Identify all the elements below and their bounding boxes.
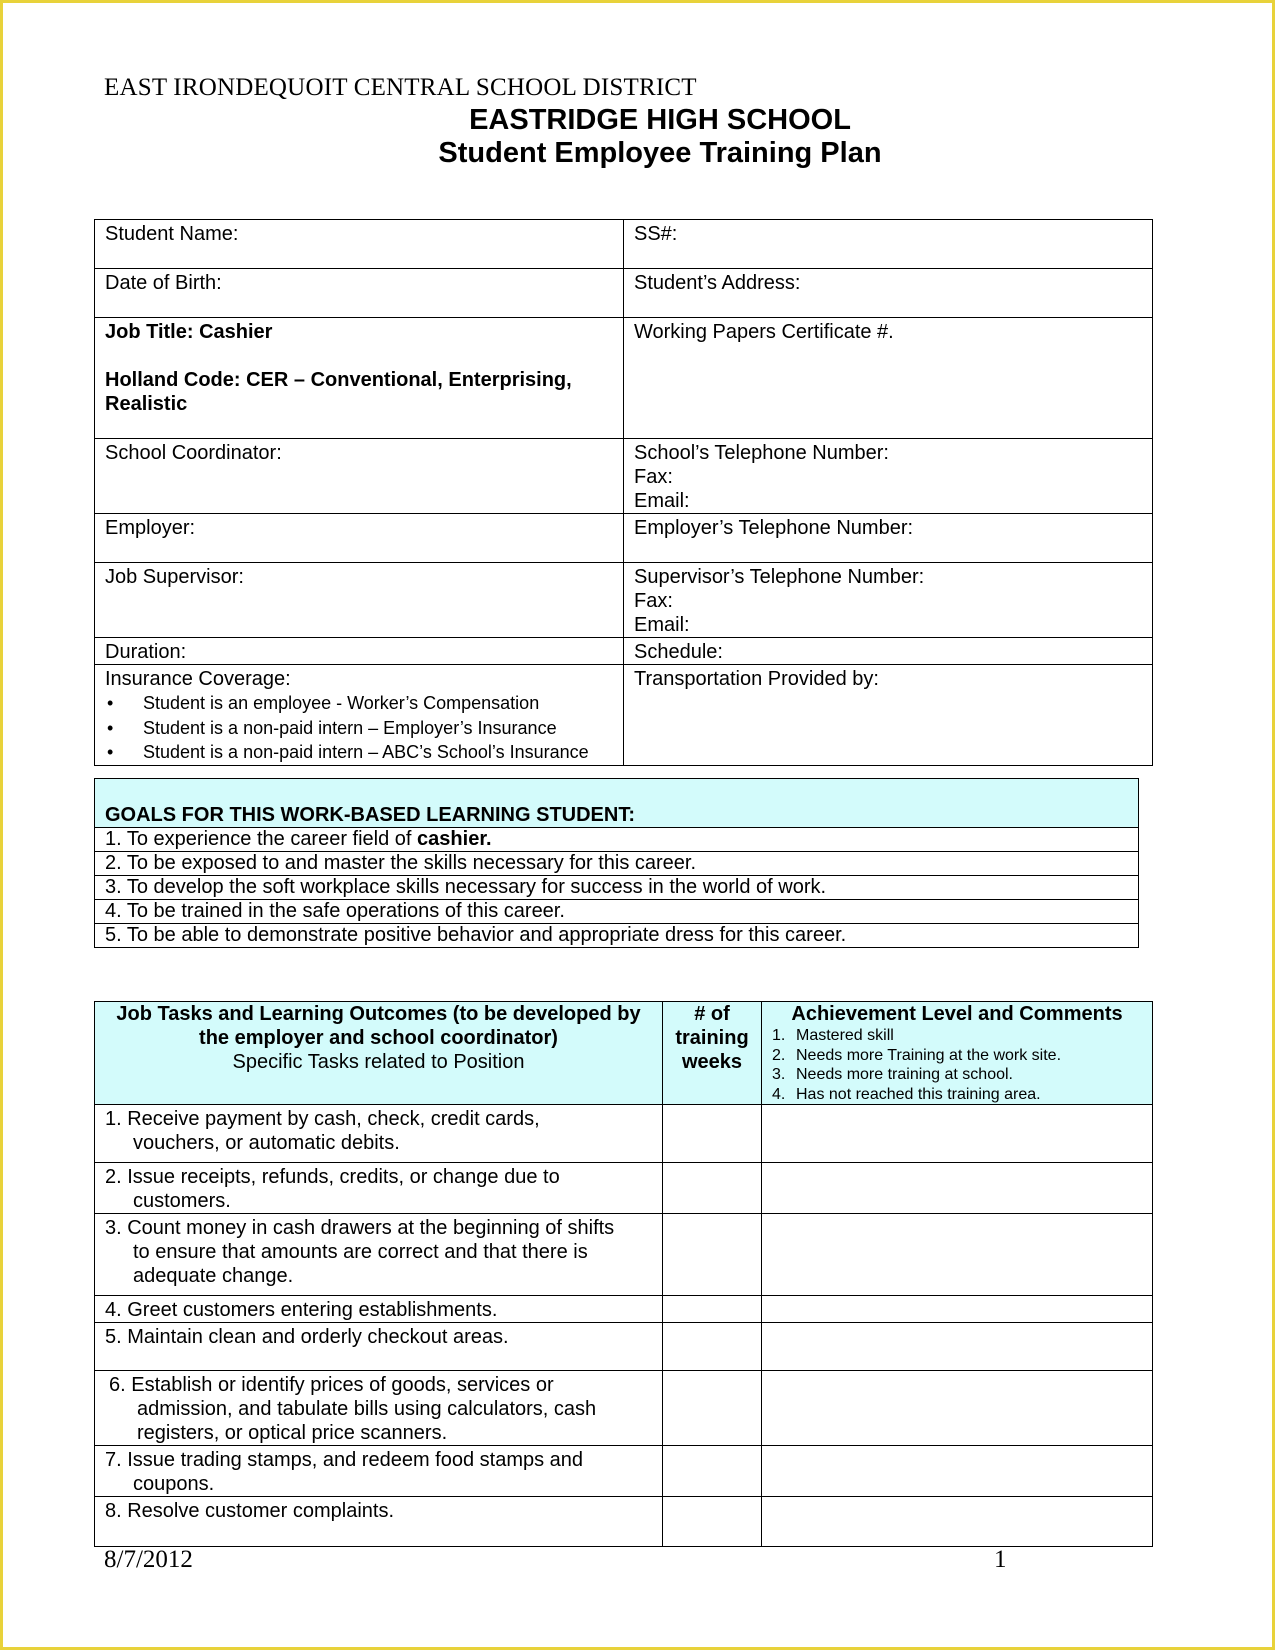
task-cell (95, 1163, 663, 1214)
insurance-options (105, 691, 613, 765)
weeks-input-cell[interactable] (663, 1296, 762, 1323)
task-text-continued: to ensure that amounts are correct and that there is adequate change. (133, 1241, 588, 1287)
task-text: 3. Count money in cash drawers at the beginning of shifts (105, 1217, 615, 1239)
task-text: 6. Establish or identify prices of goods, services or (109, 1374, 554, 1396)
insurance-option[interactable]: • Student is a non-paid intern – ABC’s School’s Insurance (105, 740, 613, 765)
supervisor-field[interactable]: Job Supervisor: (95, 563, 624, 638)
job-title: Job Title: Cashier (105, 321, 273, 343)
working-papers-field[interactable]: Working Papers Certificate #. (624, 318, 1153, 439)
goal-item: 5. To be able to demonstrate positive behavior and appropriate dress for this career. (95, 924, 1139, 948)
job-tasks-table (94, 1001, 1153, 1547)
page-number: 1 (994, 1546, 1007, 1573)
task-text: 8. Resolve customer complaints. (105, 1500, 395, 1522)
achievement-header-title: Achievement Level and Comments (791, 1003, 1123, 1025)
supervisor-email-label: Email: (634, 614, 690, 636)
level-number: 4. (772, 1085, 786, 1103)
comments-input-cell[interactable] (762, 1446, 1153, 1497)
weeks-input-cell[interactable] (663, 1323, 762, 1371)
comments-input-cell[interactable] (762, 1163, 1153, 1214)
tasks-column-header (95, 1002, 663, 1105)
weeks-input-cell[interactable] (663, 1214, 762, 1296)
task-cell (95, 1497, 663, 1547)
job-info-cell (95, 318, 624, 439)
task-text-continued: coupons. (133, 1473, 215, 1495)
task-text-continued: vouchers, or automatic debits. (133, 1132, 400, 1154)
school-name: EASTRIDGE HIGH SCHOOL (469, 104, 851, 136)
task-text: 1. Receive payment by cash, check, credit cards, (105, 1108, 540, 1130)
insurance-option[interactable]: • Student is an employee - Worker’s Compensation (105, 691, 613, 716)
achievement-level (772, 1046, 1152, 1066)
task-text: 5. Maintain clean and orderly checkout areas. (105, 1326, 509, 1348)
footer-date: 8/7/2012 (104, 1546, 193, 1573)
employer-field[interactable]: Employer: (95, 514, 624, 563)
comments-input-cell[interactable] (762, 1105, 1153, 1163)
weeks-input-cell[interactable] (663, 1105, 762, 1163)
achievement-level (772, 1026, 1152, 1046)
comments-input-cell[interactable] (762, 1214, 1153, 1296)
document-title: Student Employee Training Plan (438, 137, 882, 169)
dob-field[interactable]: Date of Birth: (95, 269, 624, 318)
goal-1-career: cashier. (417, 828, 492, 850)
goal-item: 2. To be exposed to and master the skills necessary for this career. (95, 852, 1139, 876)
task-cell (95, 1105, 663, 1163)
student-name-field[interactable]: Student Name: (95, 220, 624, 269)
level-number: 2. (772, 1046, 786, 1064)
weeks-input-cell[interactable] (663, 1371, 762, 1446)
school-email-label: Email: (634, 490, 690, 512)
supervisor-phone-label: Supervisor’s Telephone Number: (634, 566, 925, 588)
goals-heading: GOALS FOR THIS WORK-BASED LEARNING STUDENT: (95, 779, 1139, 828)
task-cell (95, 1371, 663, 1446)
task-cell (95, 1214, 663, 1296)
task-text: 4. Greet customers entering establishments. (105, 1299, 498, 1321)
task-cell (95, 1323, 663, 1371)
goals-table (94, 778, 1139, 948)
task-text-continued: customers. (133, 1190, 231, 1212)
task-text-continued: admission, and tabulate bills using calculators, cash registers, or optical price scanners. (137, 1398, 597, 1444)
insurance-cell (95, 665, 624, 766)
goal-item: 3. To develop the soft workplace skills necessary for success in the world of work. (95, 876, 1139, 900)
tasks-header-subtitle: Specific Tasks related to Position (232, 1051, 525, 1073)
level-text: Needs more Training at the work site. (796, 1046, 1062, 1064)
goal-item: 4. To be trained in the safe operations of this career. (95, 900, 1139, 924)
level-number: 1. (772, 1027, 786, 1044)
weeks-input-cell[interactable] (663, 1446, 762, 1497)
weeks-header-title: # of training weeks (675, 1003, 749, 1073)
duration-field[interactable]: Duration: (95, 638, 624, 665)
schedule-field[interactable]: Schedule: (624, 638, 1153, 665)
holland-code: Holland Code: CER – Conventional, Enterprising, Realistic (105, 369, 572, 415)
task-cell (95, 1296, 663, 1323)
transportation-field[interactable]: Transportation Provided by: (624, 665, 1153, 766)
task-text: 7. Issue trading stamps, and redeem food stamps and (105, 1449, 584, 1471)
school-fax-label: Fax: (634, 466, 673, 488)
district-name: EAST IRONDEQUOIT CENTRAL SCHOOL DISTRICT (104, 74, 697, 101)
address-field[interactable]: Student’s Address: (624, 269, 1153, 318)
school-phone-label: School’s Telephone Number: (634, 442, 889, 464)
task-cell (95, 1446, 663, 1497)
level-text: Needs more training at school. (796, 1066, 1013, 1083)
achievement-levels (762, 1026, 1152, 1104)
ss-field[interactable]: SS#: (624, 220, 1153, 269)
level-text: Has not reached this training area. (796, 1085, 1041, 1103)
level-number: 3. (772, 1066, 786, 1083)
comments-input-cell[interactable] (762, 1371, 1153, 1446)
weeks-column-header (663, 1002, 762, 1105)
weeks-input-cell[interactable] (663, 1163, 762, 1214)
goal-item (95, 828, 1139, 852)
task-text: 2. Issue receipts, refunds, credits, or change due to (105, 1166, 560, 1188)
student-info-table (94, 219, 1153, 766)
insurance-option[interactable]: • Student is a non-paid intern – Employer’s Insurance (105, 716, 613, 741)
coordinator-field[interactable]: School Coordinator: (95, 439, 624, 514)
achievement-level (772, 1065, 1152, 1085)
goal-1-text: 1. To experience the career field of (105, 828, 418, 850)
achievement-column-header (762, 1002, 1153, 1105)
comments-input-cell[interactable] (762, 1497, 1153, 1547)
weeks-input-cell[interactable] (663, 1497, 762, 1547)
employer-phone-field[interactable]: Employer’s Telephone Number: (624, 514, 1153, 563)
insurance-label: Insurance Coverage: (105, 668, 291, 690)
comments-input-cell[interactable] (762, 1296, 1153, 1323)
comments-input-cell[interactable] (762, 1323, 1153, 1371)
supervisor-contact-cell[interactable] (624, 563, 1153, 638)
level-text: Mastered skill (796, 1027, 894, 1044)
achievement-level (772, 1085, 1152, 1105)
supervisor-fax-label: Fax: (634, 590, 673, 612)
school-contact-cell[interactable] (624, 439, 1153, 514)
tasks-header-title: Job Tasks and Learning Outcomes (to be developed by the employer and school coordinator) (116, 1003, 641, 1049)
